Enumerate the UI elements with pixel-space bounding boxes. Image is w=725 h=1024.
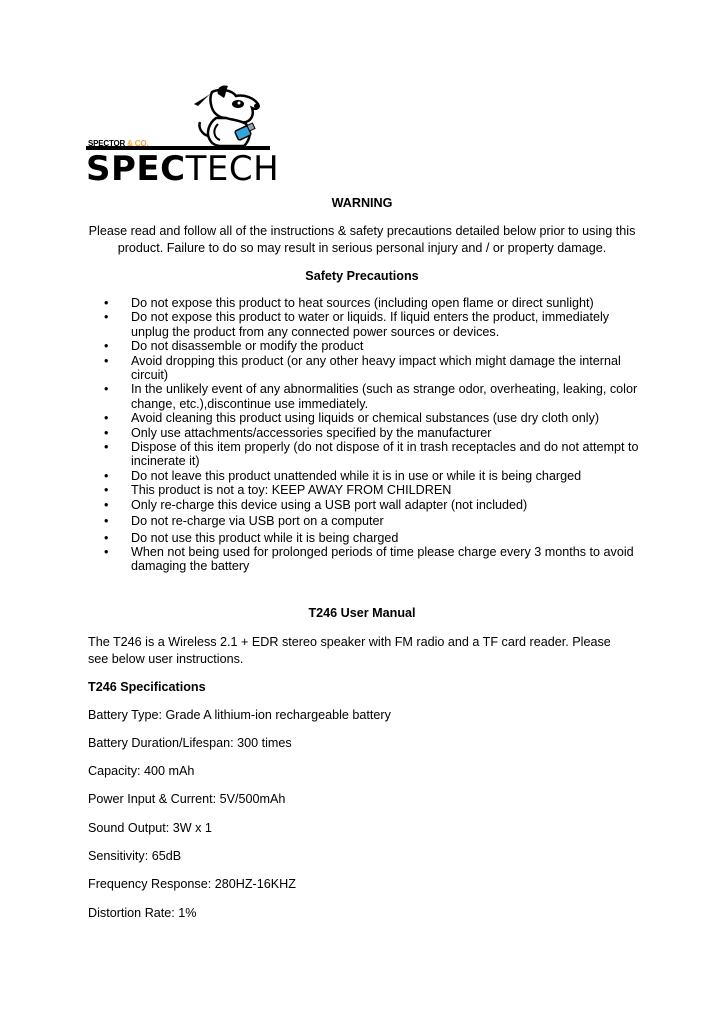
list-item: • Only use attachments/accessories specified by the manufacturer (104, 425, 492, 440)
manual-intro: The T246 is a Wireless 2.1 + EDR stereo speaker with FM radio and a TF card reader. Please see below user instructions. (88, 635, 611, 666)
bullet-icon: • (104, 530, 109, 545)
bullet-icon: • (104, 425, 109, 440)
spec-battery-type: Battery Type: Grade A lithium-ion rechargeable battery (88, 708, 391, 722)
bullet-icon: • (104, 382, 109, 397)
spec-frequency-response: Frequency Response: 280HZ-16KHZ (88, 877, 296, 891)
bullet-icon: • (104, 468, 109, 483)
list-item: • Avoid cleaning this product using liquids or chemical substances (use dry cloth only) (104, 411, 600, 426)
brand-logo (86, 84, 280, 189)
warning-title: WARNING (331, 196, 393, 210)
bullet-icon: • (104, 296, 109, 310)
brand-large-text: SPECTECH (86, 149, 280, 189)
spec-battery-duration: Battery Duration/Lifespan: 300 times (88, 736, 292, 750)
list-item: • When not being used for prolonged periods of time please charge every 3 months to avoid damaging the battery (104, 544, 634, 574)
list-item: • Dispose of this item properly (do not dispose of it in trash receptacles and do not attempt to incinerate it) (104, 440, 639, 469)
warning-text: Please read and follow all of the instructions & safety precautions detailed below prior to using this product. Failure to do so may result in serious personal injury and / or property damage. (88, 224, 636, 255)
list-item: • Do not disassemble or modify the product (104, 339, 364, 354)
brand-small-text: SPECTOR & CO. (88, 139, 149, 148)
bullet-icon: • (104, 353, 109, 368)
spec-sensitivity: Sensitivity: 65dB (88, 849, 182, 863)
safety-title: Safety Precautions (305, 269, 419, 283)
list-item: • Do not re-charge via USB port on a computer (104, 514, 384, 529)
bullet-icon: • (104, 514, 109, 529)
spec-distortion-rate: Distortion Rate: 1% (88, 906, 197, 920)
bullet-icon: • (104, 310, 109, 325)
safety-list (104, 296, 644, 574)
bullet-icon: • (104, 339, 109, 354)
bullet-icon: • (104, 497, 109, 512)
list-item: • Do not expose this product to heat sources (including open flame or direct sunlight) (104, 296, 594, 310)
bullet-icon: • (104, 411, 109, 426)
list-item: • Do not leave this product unattended while it is in use or while it is being charged (104, 468, 582, 483)
manual-title: T246 User Manual (308, 606, 416, 620)
spec-capacity: Capacity: 400 mAh (88, 764, 195, 778)
bullet-icon: • (104, 483, 109, 498)
spec-sound-output: Sound Output: 3W x 1 (88, 821, 212, 835)
list-item: • Do not expose this product to water or liquids. If liquid enters the product, immediately unplug the product from any connected power sources or devices. (104, 310, 610, 339)
bullet-icon: • (104, 544, 109, 559)
spec-power-input: Power Input & Current: 5V/500mAh (88, 792, 286, 806)
list-item: • This product is not a toy: KEEP AWAY FROM CHILDREN (104, 483, 452, 498)
list-item: • In the unlikely event of any abnormalities (such as strange odor, overheating, leaking, color change, etc.),discontinue use immediately. (104, 382, 638, 411)
specs-title: T246 Specifications (88, 680, 206, 694)
list-item: • Do not use this product while it is being charged (104, 530, 399, 545)
list-item: • Only re-charge this device using a USB port wall adapter (not included) (104, 497, 528, 512)
list-item: • Avoid dropping this product (or any other heavy impact which might damage the internal circuit) (104, 353, 621, 383)
bullet-icon: • (104, 440, 109, 455)
